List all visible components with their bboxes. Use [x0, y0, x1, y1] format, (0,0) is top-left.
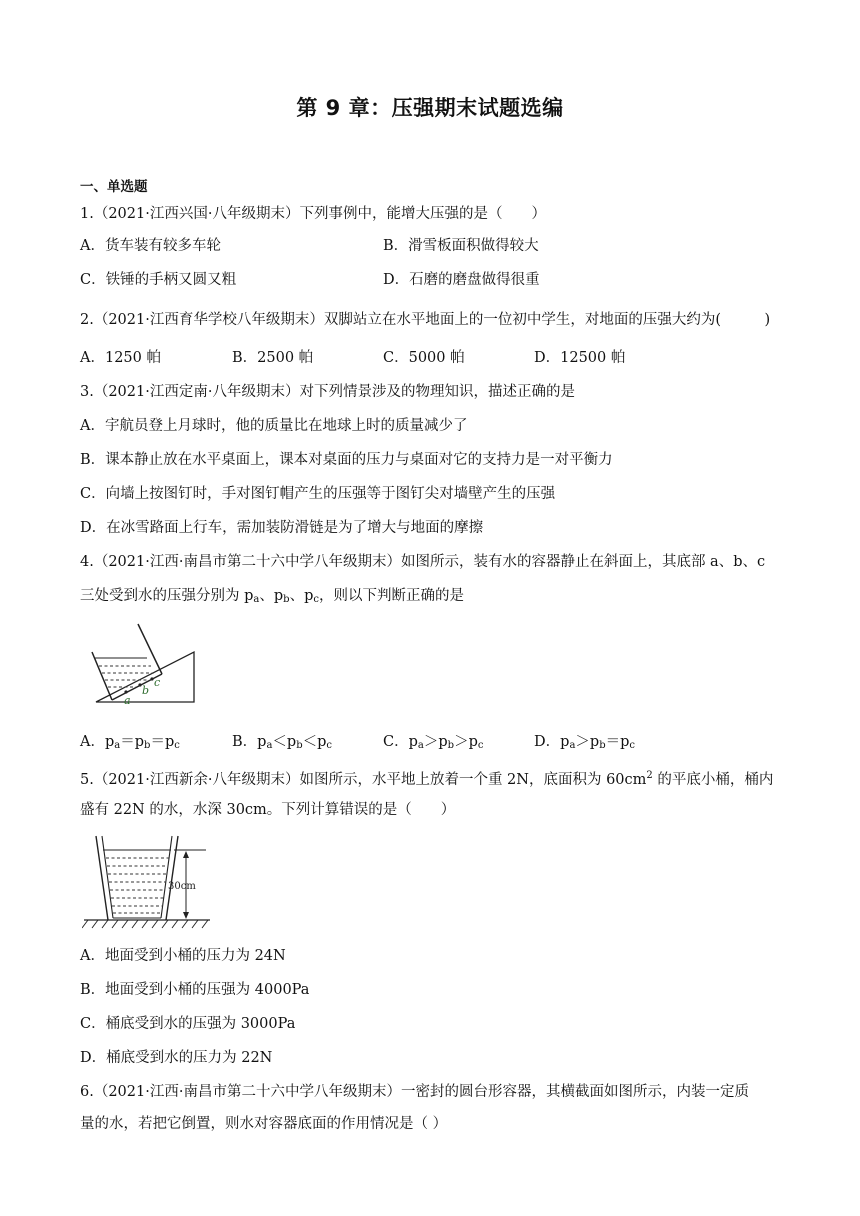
- question-1-option-d: D．石磨的磨盘做得很重: [383, 272, 540, 288]
- question-3-stem: 3.（2021·江西定南·八年级期末）对下列情景涉及的物理知识，描述正确的是: [80, 384, 575, 400]
- question-6-stem-line-1: 6.（2021·江西·南昌市第二十六中学八年级期末）一密封的圆台形容器，其横截面如图所示，内装一定质: [80, 1084, 749, 1100]
- question-4-option-c: C．$p_a>p_b>p_c$: [383, 734, 484, 751]
- question-1-option-c: C．铁锤的手柄又圆又粗: [80, 272, 237, 288]
- inclined-container-figure: [86, 618, 200, 708]
- question-3-option-c: C．向墙上按图钉时，手对图钉帽产生的压强等于图钉尖对墙壁产生的压强: [80, 486, 556, 502]
- question-2-option-b: B．2500 帕: [232, 350, 314, 366]
- question-4-stem-line-1: 4.（2021·江西·南昌市第二十六中学八年级期末）如图所示，装有水的容器静止在斜面上，其底部 a、b、c: [80, 554, 766, 570]
- question-5-stem-line-1: 5.（2021·江西新余·八年级期末）如图所示，水平地上放着一个重 2N，底面积为 $60cm^2$ 的平底小桶，桶内: [80, 770, 774, 788]
- question-5-option-b: B．地面受到小桶的压强为 4000Pa: [80, 982, 310, 998]
- figure-label-c: c: [154, 676, 161, 689]
- question-3-option-a: A．宇航员登上月球时，他的质量比在地球上时的质量减少了: [80, 418, 468, 434]
- figure-label-b: b: [142, 684, 150, 697]
- section-heading: 一、单选题: [80, 179, 148, 195]
- question-4-option-a: A．$p_a=p_b=p_c$: [80, 734, 180, 751]
- figure-label-a: a: [124, 694, 131, 707]
- question-2-option-d: D．12500 帕: [534, 350, 626, 366]
- question-4-option-b: B．$p_a<p_b<p_c$: [232, 734, 333, 751]
- page-title: 第 9 章：压强期末试题选编: [296, 96, 564, 120]
- question-4-stem-line-2: 三处受到水的压强分别为 $p_a$、$p_b$、$p_c$，则以下判断正确的是: [80, 588, 464, 605]
- question-4-option-d: D．$p_a>p_b=p_c$: [534, 734, 636, 751]
- question-5-option-c: C．桶底受到水的压强为 3000Pa: [80, 1016, 296, 1032]
- question-5-option-a: A．地面受到小桶的压力为 24N: [80, 948, 286, 964]
- question-6-stem-line-2: 量的水，若把它倒置，则水对容器底面的作用情况是（ ）: [80, 1116, 448, 1132]
- question-1-option-a: A．货车装有较多车轮: [80, 238, 221, 254]
- question-2-option-a: A．1250 帕: [80, 350, 161, 366]
- question-3-option-b: B．课本静止放在水平桌面上，课本对桌面的压力与桌面对它的支持力是一对平衡力: [80, 452, 613, 468]
- question-1-option-b: B．滑雪板面积做得较大: [383, 238, 539, 254]
- question-2-option-c: C．5000 帕: [383, 350, 465, 366]
- question-5-option-d: D．桶底受到水的压力为 22N: [80, 1050, 273, 1066]
- depth-label: 30cm: [168, 881, 196, 892]
- question-5-stem-line-2: 盛有 22N 的水，水深 30cm。下列计算错误的是（ ）: [80, 802, 456, 818]
- question-1-stem: 1.（2021·江西兴国·八年级期末）下列事例中，能增大压强的是（ ）: [80, 206, 546, 222]
- bucket-figure: [82, 832, 212, 932]
- question-3-option-d: D．在冰雪路面上行车，需加装防滑链是为了增大与地面的摩擦: [80, 520, 484, 536]
- question-2-stem: 2.（2021·江西育华学校八年级期末）双脚站立在水平地面上的一位初中学生，对地面的压强大约为( ): [80, 312, 771, 328]
